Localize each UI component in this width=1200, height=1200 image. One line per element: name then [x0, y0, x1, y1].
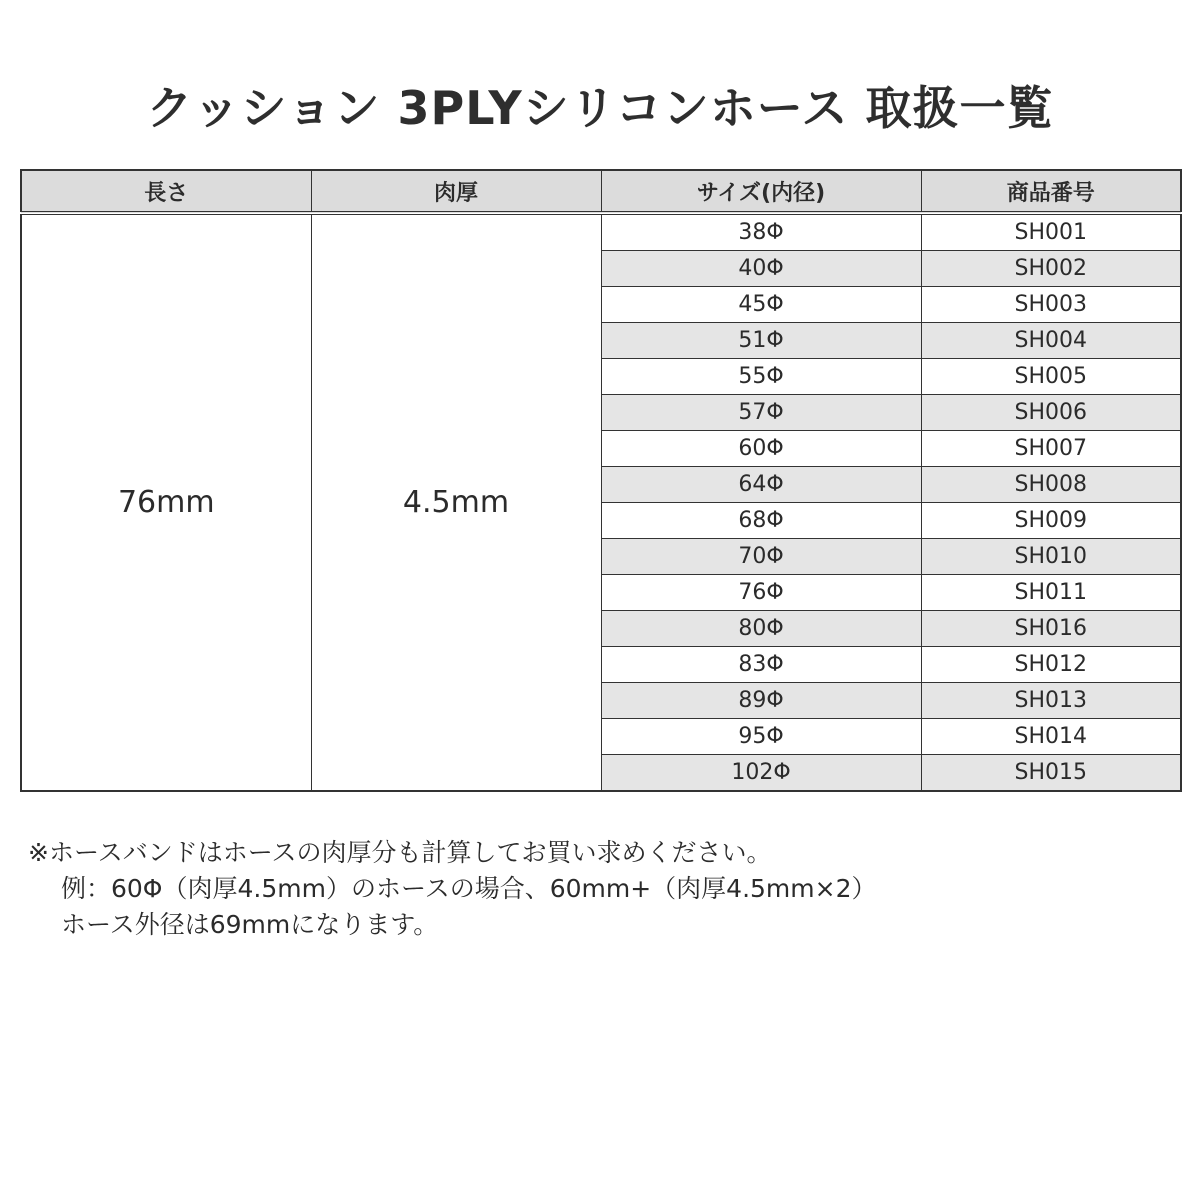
- product-code-cell: SH007: [921, 431, 1181, 467]
- size-cell: 51Φ: [601, 323, 921, 359]
- size-cell: 83Φ: [601, 647, 921, 683]
- size-cell: 40Φ: [601, 251, 921, 287]
- size-cell: 102Φ: [601, 755, 921, 792]
- product-code-cell: SH004: [921, 323, 1181, 359]
- notes: [28, 835, 877, 943]
- size-cell: 38Φ: [601, 213, 921, 251]
- size-cell: 89Φ: [601, 683, 921, 719]
- header-thickness: 肉厚: [311, 170, 601, 213]
- size-cell: 68Φ: [601, 503, 921, 539]
- product-code-cell: SH016: [921, 611, 1181, 647]
- product-code-cell: SH002: [921, 251, 1181, 287]
- size-cell: 55Φ: [601, 359, 921, 395]
- size-cell: 57Φ: [601, 395, 921, 431]
- product-code-cell: SH011: [921, 575, 1181, 611]
- table-header-row: [21, 170, 1181, 213]
- thickness-value: 4.5mm: [311, 213, 601, 791]
- header-length: 長さ: [21, 170, 311, 213]
- size-cell: 80Φ: [601, 611, 921, 647]
- product-code-cell: SH012: [921, 647, 1181, 683]
- length-value: 76mm: [21, 213, 311, 791]
- product-code-cell: SH001: [921, 213, 1181, 251]
- header-product-code: 商品番号: [921, 170, 1181, 213]
- product-code-cell: SH005: [921, 359, 1181, 395]
- size-cell: 76Φ: [601, 575, 921, 611]
- product-code-cell: SH009: [921, 503, 1181, 539]
- header-size: サイズ(内径): [601, 170, 921, 213]
- spec-table: [20, 169, 1182, 792]
- note-line-3: ホース外径は69mmになります。: [61, 910, 439, 939]
- product-code-cell: SH010: [921, 539, 1181, 575]
- note-line-2: 例：60Φ（肉厚4.5mm）のホースの場合、60mm+（肉厚4.5mm×2）: [61, 874, 877, 903]
- table-body: [21, 213, 1181, 791]
- product-code-cell: SH008: [921, 467, 1181, 503]
- table-row: [21, 213, 1181, 251]
- product-code-cell: SH015: [921, 755, 1181, 792]
- product-code-cell: SH014: [921, 719, 1181, 755]
- product-code-cell: SH006: [921, 395, 1181, 431]
- product-code-cell: SH013: [921, 683, 1181, 719]
- size-cell: 45Φ: [601, 287, 921, 323]
- page-title: クッション 3PLYシリコンホース 取扱一覧: [146, 81, 1054, 135]
- size-cell: 95Φ: [601, 719, 921, 755]
- size-cell: 70Φ: [601, 539, 921, 575]
- size-cell: 60Φ: [601, 431, 921, 467]
- product-code-cell: SH003: [921, 287, 1181, 323]
- size-cell: 64Φ: [601, 467, 921, 503]
- note-line-1: ※ホースバンドはホースの肉厚分も計算してお買い求めください。: [28, 838, 772, 867]
